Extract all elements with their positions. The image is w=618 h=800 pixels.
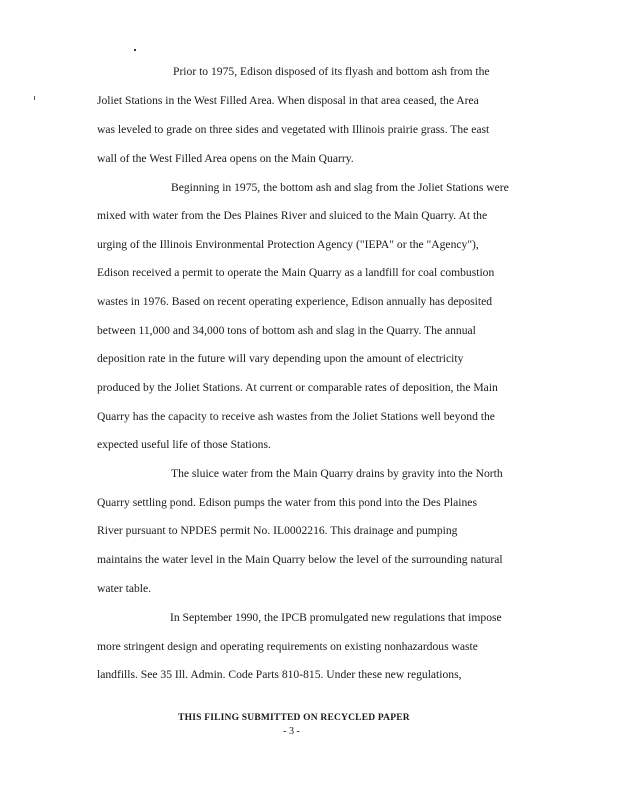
scan-tick (34, 96, 35, 100)
paragraph-2-line-9: Quarry has the capacity to receive ash wastes from the Joliet Stations well beyond the (97, 410, 495, 423)
paragraph-1-line-4: wall of the West Filled Area opens on the Main Quarry. (97, 152, 354, 165)
paragraph-3-line-2: Quarry settling pond. Edison pumps the water from this pond into the Des Plaines (97, 496, 477, 509)
paragraph-1-line-2: Joliet Stations in the West Filled Area. When disposal in that area ceased, the Area (97, 94, 479, 107)
paragraph-2-line-6: between 11,000 and 34,000 tons of bottom ash and slag in the Quarry. The annual (97, 324, 476, 337)
paragraph-4-line-1: In September 1990, the IPCB promulgated new regulations that impose (170, 611, 502, 624)
paragraph-2-line-8: produced by the Joliet Stations. At current or comparable rates of deposition, the Main (97, 381, 498, 394)
paragraph-3-line-1: The sluice water from the Main Quarry drains by gravity into the North (171, 467, 503, 480)
paragraph-1-line-1: Prior to 1975, Edison disposed of its flyash and bottom ash from the (173, 65, 490, 78)
paragraph-2-line-7: deposition rate in the future will vary depending upon the amount of electricity (97, 352, 464, 365)
paragraph-3-line-4: maintains the water level in the Main Quarry below the level of the surrounding natural (97, 553, 503, 566)
paragraph-2-line-5: wastes in 1976. Based on recent operating experience, Edison annually has deposited (97, 295, 493, 308)
paragraph-2-line-2: mixed with water from the Des Plaines River and sluiced to the Main Quarry. At the (97, 209, 488, 222)
page-number: - 3 - (283, 726, 300, 737)
scan-speck (134, 49, 136, 51)
paragraph-2-line-10: expected useful life of those Stations. (97, 438, 271, 451)
paragraph-2-line-3: urging of the Illinois Environmental Protection Agency ("IEPA" or the "Agency"), (97, 238, 479, 251)
recycled-paper-notice: THIS FILING SUBMITTED ON RECYCLED PAPER (178, 713, 410, 723)
paragraph-2-line-1: Beginning in 1975, the bottom ash and slag from the Joliet Stations were (171, 181, 509, 194)
paragraph-3-line-3: River pursuant to NPDES permit No. IL0002216. This drainage and pumping (97, 524, 458, 537)
paragraph-3-line-5: water table. (97, 582, 152, 595)
paragraph-4-line-2: more stringent design and operating requirements on existing nonhazardous waste (97, 640, 478, 653)
paragraph-2-line-4: Edison received a permit to operate the Main Quarry as a landfill for coal combustion (97, 266, 495, 279)
paragraph-1-line-3: was leveled to grade on three sides and vegetated with Illinois prairie grass. The east (97, 123, 490, 136)
paragraph-4-line-3: landfills. See 35 Ill. Admin. Code Parts 810-815. Under these new regulations, (97, 668, 462, 681)
